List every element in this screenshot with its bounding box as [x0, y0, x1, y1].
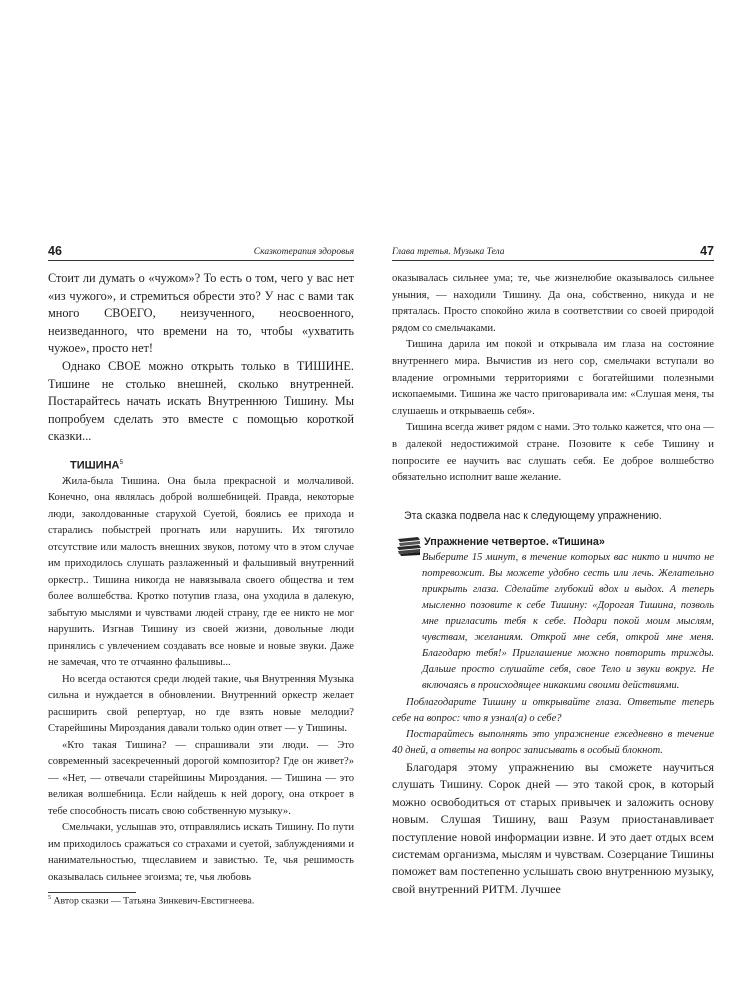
page-number: 47 — [700, 244, 714, 258]
paragraph: Жила-была Тишина. Она была прекрасной и молчаливой. Конечно, она являлась доброй волшебницей. Правда, некоторые люди, заколдованные старухой Суетой, боялись ее прихода и старались побыстрей прогнать или нарушить. Их тяготило отсутствие или малость внешних звуков, потому что в этом случае им приходилось слушать разлаженный и фальшивый внутренний оркестр.. Тишина никогда не навязывала своего общества и тем более волшебства. Кротко потупив глаза, она уходила в далекую, забытую мыслями и чувствами людей страну, где ее никто не мог нарушить. Изгнав Тишину из своей жизни, довольные люди принялись с увлечением создавать все новые и новые звуки. Даже не замечая, что те отчаянно фальшивы... — [48, 475, 354, 669]
closing-text — [392, 759, 714, 898]
paragraph: Смельчаки, услышав это, отправлялись искать Тишину. По пути им приходилось сражаться со страхами и суетой, заблуждениями и нанимательностью, тщеславием и завистью. Те, чья решимость оказывалась сильнее эгоизма; те, чья любовь — [48, 822, 354, 883]
paragraph: Постарайтесь выполнять это упражнение ежедневно в течение 40 дней, а ответы на вопрос записывать в особый блокнот. — [392, 728, 714, 756]
running-header — [48, 240, 354, 261]
story-title-text: ТИШИНА — [70, 459, 120, 472]
paragraph: Тишина дарила им покой и открывала им глаза на состояние внутреннего мира. Вычистив из него сор, смельчаки вступали во владение огромными территориями с богатейшими полезными ископаемыми. Тишина же часто приговаривала им: «Слушая меня, ты слушаешь и открываешь себя». — [392, 338, 714, 417]
exercise-title: Упражнение четвертое. «Тишина» — [424, 535, 605, 548]
footnote-mark: 5 — [119, 458, 124, 466]
paragraph: Однако СВОЕ можно открыть только в ТИШИНЕ. Тишине не столько внешней, сколько внутренней. Постарайтесь начать искать Внутреннюю Тишину. Мы попробуем сделать это вместе с помощью короткой сказки... — [48, 358, 354, 444]
paragraph: «Кто такая Тишина? — спрашивали эти люди. — Это современный засекреченный дорогой композитор? Где он живет?» — «Нет, — отвечали старейшины Мироздания. — Тишина — это великая волшебница. Если найдешь к ней дорогу, она откроет в тебе способность писать свою собственную музыку». — [48, 739, 354, 817]
paragraph: Поблагодарите Тишину и открывайте глаза. Ответьте теперь себе на вопрос: что я узнал(а) о себе? — [392, 696, 714, 724]
footnote-text: Автор сказки — Татьяна Зинкевич-Евстигнеева. — [53, 895, 255, 907]
paragraph: Но всегда остаются среди людей такие, чья Внутренняя Музыка сильна и нуждается в обновлении. Внутренний оркестр желает расширить свой репертуар, но где взять новые мелодии? Старейшины Мироздания давали только один ответ — у Тишины. — [48, 673, 354, 735]
exercise-text — [392, 550, 714, 759]
footnote — [48, 895, 354, 906]
paragraph: оказывалась сильнее ума; те, чье жизнелюбие оказывалось сильнее уныния, — находили Тишину. Да она, собственно, никуда и не пряталась. Просто спокойно жила в соответствии со своей природой рядом со смельчаками. — [392, 272, 714, 334]
footnote-divider — [48, 892, 136, 893]
footnote-mark: 5 — [48, 895, 51, 902]
story-continuation — [392, 270, 714, 486]
left-page — [48, 240, 354, 906]
running-title: Сказкотерапия здоровья — [253, 247, 354, 257]
running-header — [392, 240, 714, 261]
story-text — [48, 474, 354, 887]
page-number: 46 — [48, 244, 62, 258]
running-title: Глава третья. Музыка Тела — [392, 247, 505, 257]
paragraph: Стоит ли думать о «чужом»? То есть о том, чего у вас нет «из чужого», и стремиться обрести это? У нас с вами так много СВОЕГО, неизученного, неосвоенного, неизведанного, что времени на то, чтобы «ухватить чужое», просто нет! — [48, 271, 354, 356]
bridge-text: Эта сказка подвела нас к следующему упражнению. — [404, 509, 662, 522]
paragraph: Тишина всегда живет рядом с нами. Это только кажется, что она — в далекой недостижимой стране. Позовите к себе Тишину и попросите ее научить вас слушать себя. Ее доброе волшебство обязательно исполнит ваше желание. — [392, 421, 714, 484]
story-title — [70, 459, 354, 472]
books-icon — [396, 535, 422, 557]
intro-text — [48, 270, 354, 446]
exercise-block — [392, 534, 714, 759]
right-page — [392, 240, 714, 898]
paragraph: Благодаря этому упражнению вы сможете научиться слушать Тишину. Сорок дней — это такой срок, в который можно освободиться от старых привычек и заложить основу новым. Слушая Тишину, ваш Разум приостанавливает поступление новой информации извне. И это дает отдых всем системам организма, мыслям и чувствам. Созерцание Тишины поможет вам постепенно услышать свою внутреннюю музыку, свой внутренний РИТМ. Лучшее — [392, 759, 714, 896]
paragraph: Выберите 15 минут, в течение которых вас никто и ничто не потревожит. Вы можете удобно сесть или лечь. Желательно прикрыть глаза. Сделайте глубокий вдох и выдох. А теперь мысленно позовите к себе Тишину: «Дорогая Тишина, позволь мне пригласить тебя к себе. Подари покой моим мыслям, чувствам, желаниям. Открой мне себя, открой мне меня. Благодарю тебя!» Приглашение можно повторить трижды. Дальше просто слушайте себя, свое Тело и звуки вокруг. Не включаясь в происходящее никакими своими действиями. — [422, 551, 714, 692]
